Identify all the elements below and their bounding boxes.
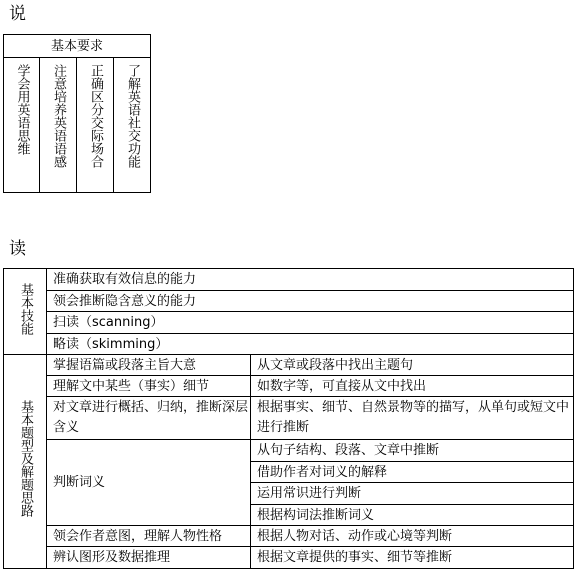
skill-item: 领会推断隐含意义的能力 (47, 291, 574, 312)
question-type: 理解文中某些（事实）细节 (47, 376, 251, 397)
solving-method: 根据构词法推断词义 (251, 505, 574, 526)
requirement-cell (40, 58, 77, 193)
speak-requirements-table (3, 34, 151, 193)
speak-heading: 说 (9, 4, 26, 24)
solving-method: 根据人物对话、动作或心境等判断 (251, 526, 574, 547)
basic-skills-label-cell (4, 269, 47, 355)
solving-method: 根据文章提供的事实、细节等推断 (251, 547, 574, 569)
requirement-cell (4, 58, 40, 193)
requirement-text: 学会用英语思维 (14, 64, 30, 155)
question-type: 辨认图形及数据推理 (47, 547, 251, 569)
requirement-text: 了解英语社交功能 (125, 64, 140, 168)
requirement-cell (114, 58, 151, 193)
question-type: 判断词义 (47, 440, 251, 526)
read-heading: 读 (9, 239, 26, 259)
requirement-cell (77, 58, 114, 193)
skill-item: 略读（skimming） (47, 334, 574, 355)
solving-method: 如数字等，可直接从文中找出 (251, 376, 574, 397)
reading-table (3, 268, 574, 569)
requirement-text: 正确区分交际场合 (88, 64, 103, 168)
solving-method: 借助作者对词义的解释 (251, 462, 574, 483)
basic-requirements-header: 基本要求 (4, 35, 151, 58)
question-type: 领会作者意图，理解人物性格 (47, 526, 251, 547)
skill-item: 扫读（scanning） (47, 312, 574, 334)
solving-method: 根据事实、细节、自然景物等的描写，从单句或短文中进行推断 (251, 397, 574, 440)
question-types-label-cell (4, 355, 47, 569)
basic-skills-label: 基本技能 (18, 282, 33, 335)
solving-method: 从句子结构、段落、文章中推断 (251, 440, 574, 462)
solving-method: 运用常识进行判断 (251, 483, 574, 505)
question-type: 对文章进行概括、归纳，推断深层含义 (47, 397, 251, 440)
solving-method: 从文章或段落中找出主题句 (251, 355, 574, 376)
skill-item: 准确获取有效信息的能力 (47, 269, 574, 291)
question-types-label: 基本题型及解题思路 (18, 400, 33, 517)
question-type: 掌握语篇或段落主旨大意 (47, 355, 251, 376)
requirement-text: 注意培养英语语感 (51, 64, 66, 168)
